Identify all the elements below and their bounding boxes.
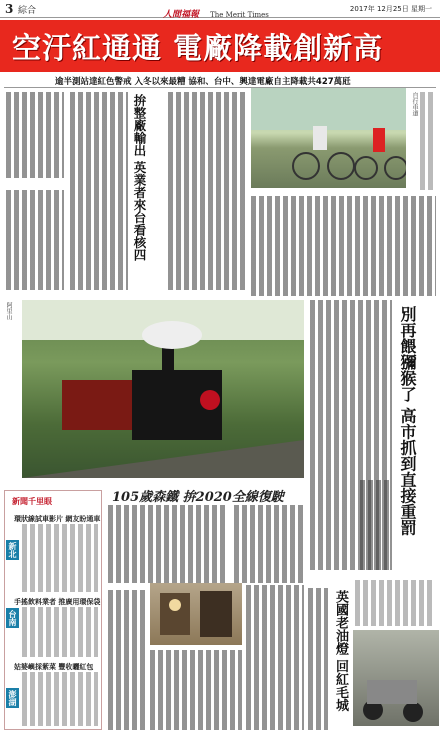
- logo-chinese: 人間福報: [163, 10, 200, 20]
- macaque-headline: 別再餵獼猴了 高市抓到直接重罰: [398, 306, 417, 536]
- article-text: [168, 92, 248, 290]
- article-text: [246, 585, 304, 730]
- sidebar-item-region: 新北: [8, 542, 17, 558]
- sidebar-item-region: 澎湖: [8, 690, 17, 706]
- main-headline: 空汙紅通通 電廠降載創新高: [12, 31, 384, 65]
- article-text: [420, 92, 436, 190]
- sub-headline: 逾半測站達紅色警戒 入冬以來最糟 協和、台中、興達電廠自主降載共427萬瓩: [55, 77, 351, 87]
- railway-headline: 105歲森鐵 拚2020全線復駛: [112, 490, 284, 505]
- logo-english: The Merit Times: [210, 11, 269, 19]
- article-text: [234, 505, 304, 583]
- article-text: [251, 196, 436, 296]
- forest-railway-photo: [22, 300, 304, 478]
- top-left-headline: 拚整廠輸出 英業者來台看核四: [132, 94, 147, 261]
- article-text: [22, 524, 98, 592]
- article-text: [22, 672, 98, 726]
- article-text: [150, 650, 242, 730]
- sidebar-item-title: 姑婆嶼採紫菜 豐收曬紅包: [14, 663, 94, 671]
- photo-caption: 阿里山: [5, 302, 12, 320]
- article-text: [308, 588, 328, 730]
- article-text: [355, 580, 435, 626]
- oil-lamp-photo: [150, 583, 242, 645]
- oil-lamp-headline: 英國老油燈 回紅毛城: [333, 590, 348, 712]
- cyclists-illustration: [251, 88, 406, 188]
- article-text: [6, 190, 64, 290]
- page-number: 3: [5, 2, 14, 16]
- scooter-photo: [353, 630, 439, 726]
- sidebar-item-title: 手搖飲料業者 推廣用環保袋: [14, 598, 101, 606]
- section-label: 綜合: [18, 6, 37, 16]
- sidebar-title: 新聞千里眼: [12, 497, 52, 506]
- newspaper-logo: [163, 2, 273, 20]
- sidebar-item-title: 環狀線試車影片 網友盼通車: [14, 515, 101, 523]
- article-text: [360, 480, 390, 570]
- cycling-photo: [251, 88, 406, 188]
- lamp-exhibit-illustration: [150, 583, 242, 645]
- sidebar-item-region: 台南: [8, 610, 17, 626]
- steam-train-illustration: [22, 300, 304, 478]
- issue-date: 2017年 12月25日 星期一: [349, 5, 432, 13]
- photo-caption: 自行車道: [411, 92, 418, 116]
- article-text: [108, 590, 148, 730]
- article-text: [108, 505, 228, 583]
- article-text: [6, 92, 64, 178]
- scooters-illustration: [353, 630, 439, 726]
- article-text: [22, 607, 98, 657]
- article-text: [70, 92, 128, 290]
